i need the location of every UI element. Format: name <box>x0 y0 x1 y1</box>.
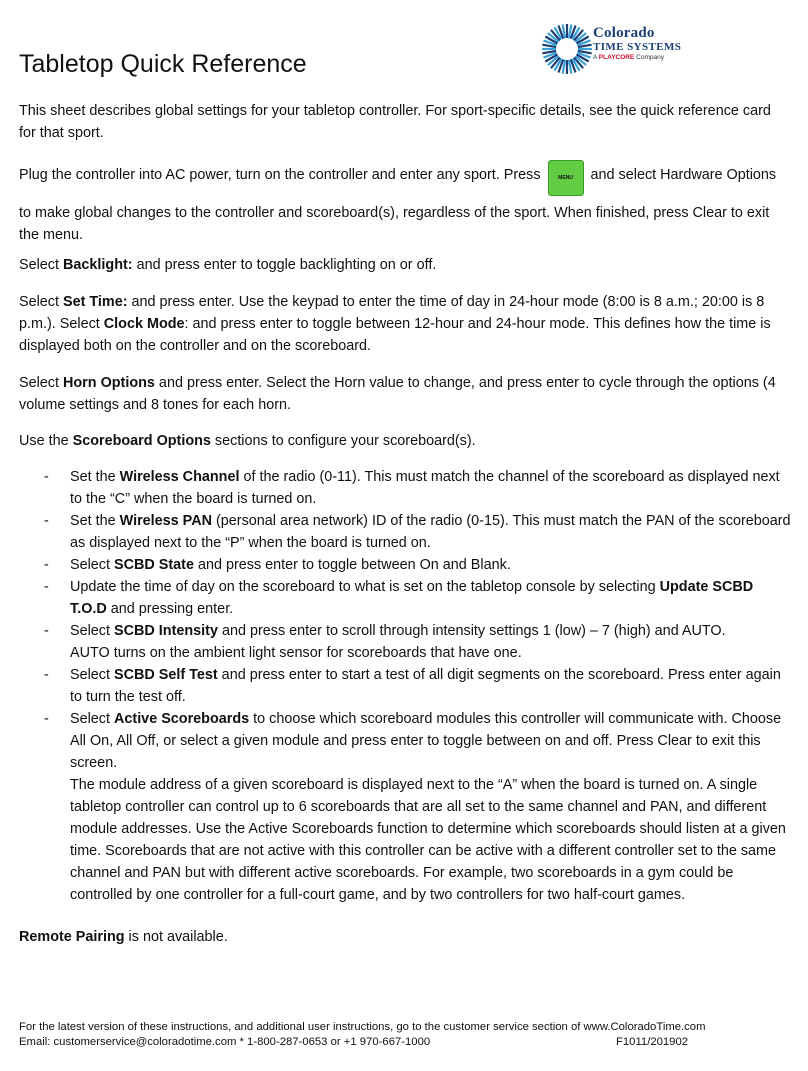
plug-paragraph: Plug the controller into AC power, turn on the controller and enter any sport. Press MENU and select Hardware Options to make global changes to the controller and scoreboard(s), regardless of the sport. When finished, press Clear to exit the menu. <box>19 164 791 246</box>
set-time-paragraph: Select Set Time: and press enter. Use the keypad to enter the time of day in 24-hour mode (8:00 is 8 a.m.; 20:00 is 8 p.m.). Select Clock Mode: and press enter to toggle between 12-hour and 24-hour mode. This defines how the time is displayed both on the controller and on the scoreboard. <box>19 294 771 354</box>
backlight-paragraph: Select Backlight: and press enter to toggle backlighting on or off. <box>19 257 437 273</box>
logo-name: Colorado <box>593 25 655 41</box>
remote-pairing-paragraph: Remote Pairing is not available. <box>19 929 228 945</box>
footer-line-2: Email: customerservice@coloradotime.com * 1-800-287-0653 or +1 970-667-1000 F1011/201902 <box>19 1036 689 1048</box>
footer-line-1: For the latest version of these instructions, and additional user instructions, go to the customer service section of www.ColoradoTime.com <box>19 1021 706 1033</box>
scoreboard-options-paragraph: Use the Scoreboard Options sections to configure your scoreboard(s). <box>19 433 476 449</box>
list-item: - Select SCBD Self Test and press enter to start a test of all digit segments on the scoreboard. Press enter again to turn the test off. <box>44 667 781 705</box>
horn-options-paragraph: Select Horn Options and press enter. Select the Horn value to change, and press enter to cycle through the options (4 volume settings and 8 tones for each horn. <box>19 375 776 413</box>
document-code: F1011/201902 <box>616 1036 689 1048</box>
list-item: - Set the Wireless PAN (personal area network) ID of the radio (0-15). This must match the PAN of the scoreboard as displayed next to the “P” when the board is turned on. <box>44 513 791 551</box>
list-item: - Set the Wireless Channel of the radio (0-11). This must match the channel of the scoreboard as displayed next to the “C” when the board is turned on. <box>44 469 780 507</box>
list-item: - Update the time of day on the scoreboard to what is set on the tabletop console by selecting Update SCBD T.O.D and pressing enter. <box>44 579 754 617</box>
page-title: Tabletop Quick Reference <box>19 50 307 78</box>
list-item: - Select SCBD Intensity and press enter to scroll through intensity settings 1 (low) – 7 (high) and AUTO. AUTO turns on the ambient light sensor for scoreboards that have one. <box>44 623 726 661</box>
list-item: - Select SCBD State and press enter to toggle between On and Blank. <box>44 557 511 573</box>
logo-tagline: A PLAYCORE Company <box>593 54 664 61</box>
list-item: - Select Active Scoreboards to choose which scoreboard modules this controller will communicate with. Choose All On, All Off, or select a given module and press enter to toggle between on and off. Press Clear to exit this screen. The module address of a given scoreboard is displayed next to the “A” when the board is turned on. A single tabletop controller can control up to 6 scoreboards that are all set to the same channel and PAN, and different module addresses. Use the Active Scoreboards function to determine which scoreboards should listen at a given time. Scoreboards that are not active with this controller can be active with a different controller set to the same channel and PAN but with different active scoreboards. For example, two scoreboards in a gym could be controlled by one controller for a full-court game, and by two controllers for two half-court games. <box>44 711 786 903</box>
scoreboard-options-list <box>19 466 791 906</box>
logo-text <box>593 26 681 62</box>
menu-key-icon: MENU <box>548 160 584 196</box>
intro-paragraph: This sheet describes global settings for your tabletop controller. For sport-specific details, see the quick reference card for that sport. <box>19 103 771 141</box>
logo-subname: TIME SYSTEMS <box>593 41 682 53</box>
